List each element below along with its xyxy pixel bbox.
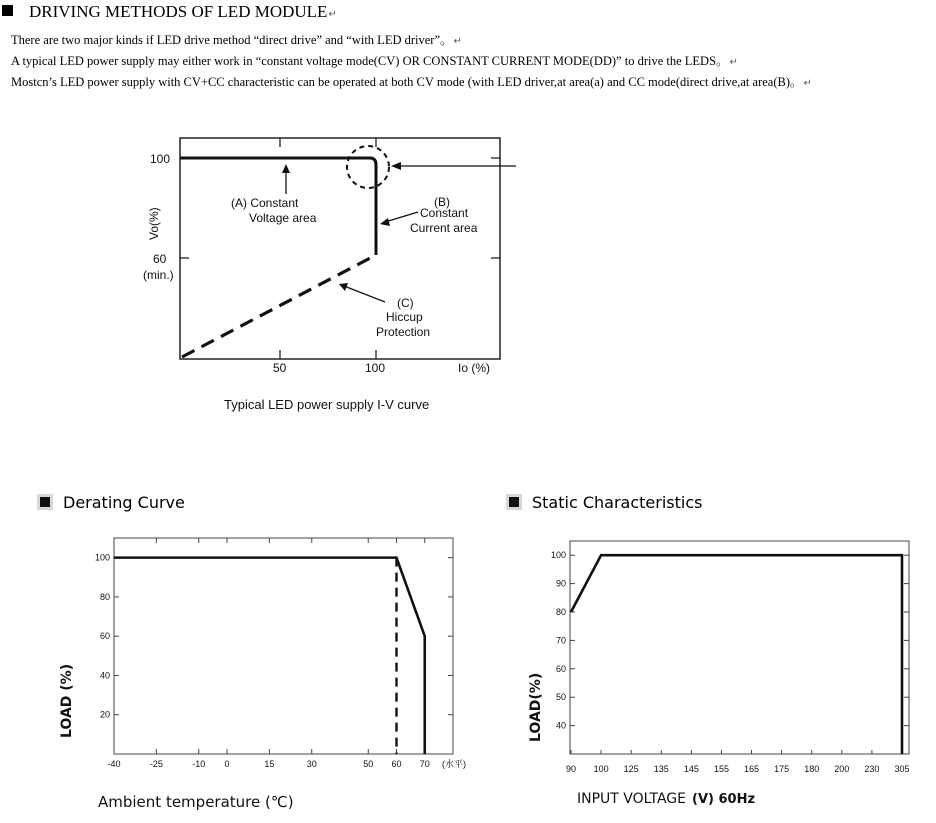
iv-caption: Typical LED power supply I-V curve [224,397,430,412]
iv-label-b-line1: (B) [434,195,450,209]
derating-ytick-label: 100 [94,552,110,563]
derating-ylabel: LOAD (%) [59,663,75,738]
return-mark-icon: ↵ [453,36,462,47]
static-curve [571,555,902,754]
return-mark-icon: ↵ [328,9,337,20]
derating-xtick-label: 50 [363,759,374,769]
static-tick-labels [551,550,910,774]
iv-label-c-line1: (C) [397,296,414,310]
static-xtick-label: 90 [565,764,577,774]
iv-ytick-min: (min.) [143,268,174,282]
derating-ytick-label: 40 [99,670,110,681]
derating-ytick-label: 60 [99,631,110,642]
iv-ytick-60: 60 [153,252,167,266]
paragraph-2-text: A typical LED power supply may either work in “constant voltage mode(CV) OR CONSTANT CURRENT MODE(DD)” to drive the LEDS。 [11,54,729,68]
iv-label-a-line1: (A) Constant [231,196,299,210]
return-mark-icon: ↵ [803,78,812,89]
derating-xtick-label: -25 [149,759,163,769]
static-xlabel-main: INPUT VOLTAGE [577,791,687,807]
derating-title-text: Derating Curve [63,493,185,512]
derating-xtick-label: -10 [192,759,206,769]
static-xtick-label: 165 [744,764,760,774]
static-ytick-label: 50 [555,692,566,703]
static-frame [570,541,909,754]
static-xtick-label: 200 [834,764,850,774]
static-ytick-label: 40 [555,720,566,731]
paragraph-1-text: There are two major kinds if LED drive method “direct drive” and “with LED driver”。 [11,33,453,47]
derating-ytick-label: 80 [99,591,110,602]
static-ytick-label: 100 [550,550,566,561]
static-xlabel [577,791,755,807]
iv-xtick-100: 100 [365,361,386,375]
paragraph-3-text: Mostcn’s LED power supply with CV+CC characteristic can be operated at both CV mode (with LED driver,at area(a) and CC mode(direct drive,at area(B)。 [11,75,803,89]
static-xlabel-unit: (V) 60Hz [692,792,756,807]
derating-xtick-label: 30 [306,759,317,769]
static-xtick-label: 305 [894,764,910,774]
static-ytick-label: 60 [555,663,566,674]
iv-label-a-line2: Voltage area [249,211,317,225]
static-xtick-label: 100 [593,764,609,774]
derating-xtick-label: 60 [391,759,402,769]
static-tick-marks [570,555,909,754]
derating-ytick-label: 20 [99,709,110,720]
iv-label-c-line2: Hiccup [386,310,423,324]
static-ytick-label: 90 [555,578,566,589]
static-xtick-label: 125 [623,764,639,774]
derating-xtick-label: 0 [224,759,230,769]
return-mark-icon: ↵ [729,57,738,68]
static-xtick-label: 145 [683,764,699,774]
heading-text: DRIVING METHODS OF LED MODULE [29,2,328,21]
static-xtick-label: 230 [864,764,880,774]
iv-label-c-line3: Protection [376,325,431,339]
iv-ytick-100: 100 [150,152,171,166]
derating-xlabel: Ambient temperature (℃) [98,793,294,811]
static-xtick-label: 155 [713,764,729,774]
static-xtick-label: 135 [653,764,669,774]
static-ylabel: LOAD(%) [528,672,544,742]
iv-xlabel: Io (%) [458,361,491,375]
derating-unit-note: (水平) [442,759,466,769]
iv-xtick-50: 50 [273,361,287,375]
static-ytick-label: 80 [555,607,566,617]
derating-xtick-label: -40 [107,759,121,769]
derating-xtick-label: 15 [264,759,275,769]
static-title-text: Static Characteristics [532,493,703,512]
derating-xtick-label: 70 [419,759,430,769]
static-xtick-label: 175 [774,764,790,774]
static-ytick-label: 70 [555,635,566,646]
iv-ylabel: Vo(%) [147,207,161,240]
static-xtick-label: 180 [804,764,820,774]
iv-label-b-line2: Constant [420,206,469,220]
iv-label-b-line3: Current area [410,221,478,235]
